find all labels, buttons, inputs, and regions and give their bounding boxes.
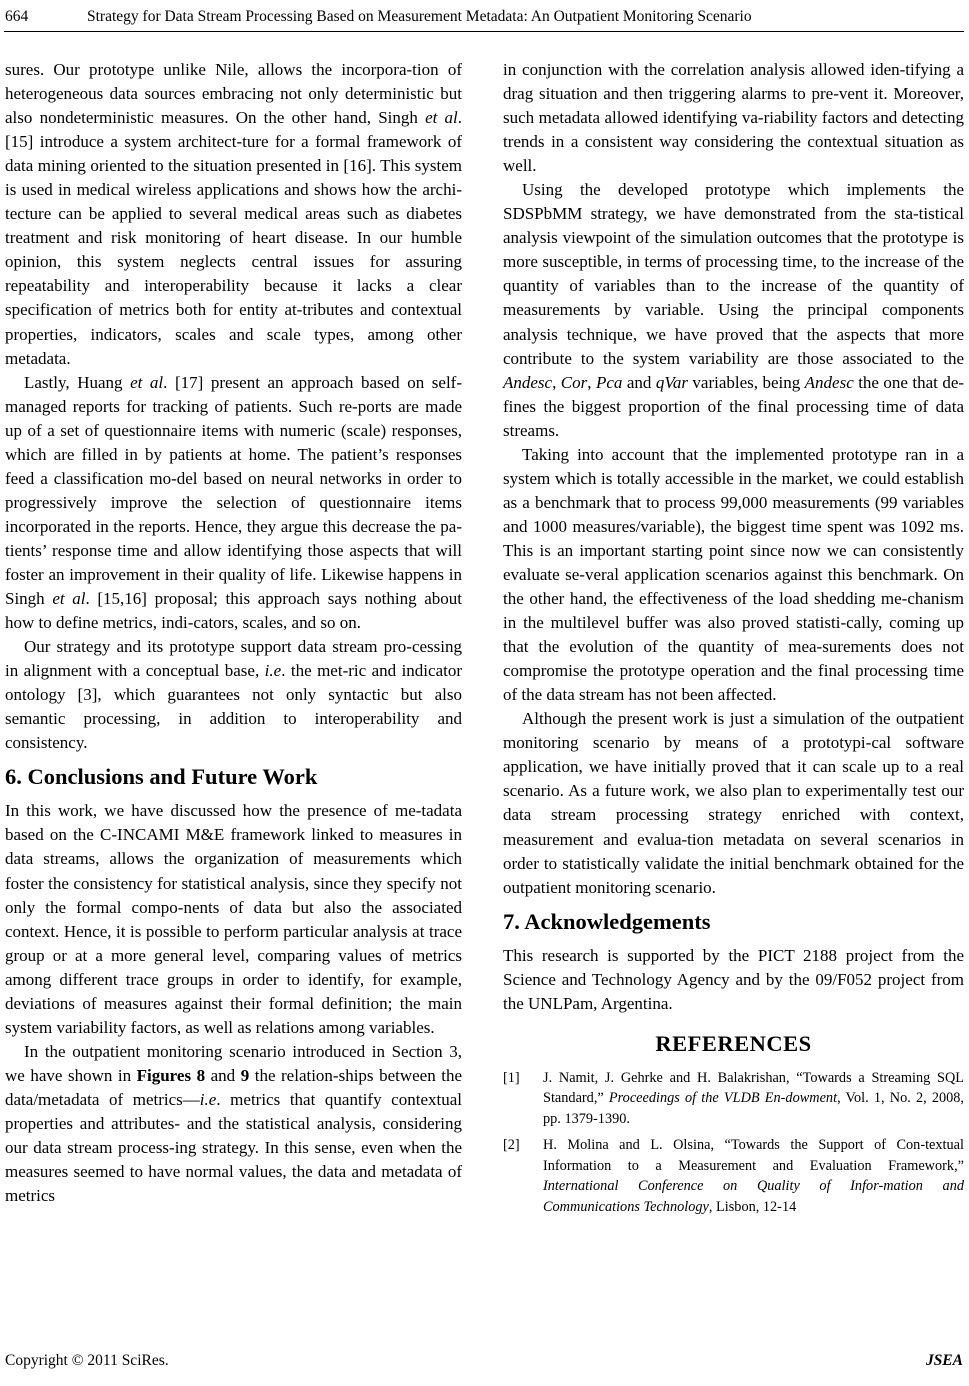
journal-name: JSEA <box>925 1352 963 1369</box>
page-number: 664 <box>5 8 29 25</box>
reference-item: [2] H. Molina and L. Olsina, “Towards the Support of Con-textual Information to a Measurement and Evaluation Framework,” International Conference on Quality of Infor-mation and Communications Technology, Lisbon, 12-14 <box>503 1137 964 1215</box>
paragraph: in conjunction with the correlation analysis allowed iden-tifying a drag situation and then triggering alarms to pre-vent it. Moreover, such metadata allowed identifying va-riability factors and detecting trends in a consistent way considering the contextual situation as well. <box>503 60 964 176</box>
paragraph: Using the developed prototype which implements the SDSPbMM strategy, we have demonstrated from the sta-tistical analysis viewpoint of the simulation outcomes that the prototype is more susceptible, in terms of processing time, to the increase of the quantity of variables than to the increase of the quantity of measurements by variable. Using the principal components analysis technique, we have proved that the aspects that more contribute to the system variability are those associated to the Andesc, Cor, Pca and qVar variables, being Andesc the one that de-fines the biggest proportion of the final processing time of data streams. <box>503 180 965 440</box>
paragraph: Lastly, Huang et al. [17] present an approach based on self-managed reports for tracking of patients. Such re-ports are made up of a set of questionnaire items with numeric (scale) responses, which are filled in by patients at home. The patient’s responses feed a classification mo-del based on neural networks in order to progressively improve the selection of questionnaire items incorporated in the reports. Hence, they argue this decrease the pa-tients’ response time and allow identifying those aspects that will foster an improvement in their quality of life. Likewise happens in Singh et al. [15,16] proposal; this approach says nothing about how to define metrics, indi-cators, scales, and so on. <box>5 372 463 633</box>
running-title: Strategy for Data Stream Processing Based on Measurement Metadata: An Outpatient Monitoring Scenario <box>87 8 752 25</box>
section-heading-acknowledgements: 7. Acknowledgements <box>503 908 711 934</box>
paragraph: In this work, we have discussed how the presence of me-tadata based on the C-INCAMI M&E framework linked to measures in data streams, allows the organization of measurements which foster the consistency for statistical analysis, since they specify not only the formal compo-nents of data but also the associated context. Hence, it is possible to perform particular analysis at trace group or at a more general level, comparing values of metrics among different trace groups in order to identify, for example, deviations of measures against their formal definition; the main system variability factors, as well as relations among variables. <box>5 801 462 1037</box>
right-column <box>503 58 964 1223</box>
paragraph: sures. Our prototype unlike Nile, allows the incorpora-tion of heterogeneous data sources embracing not only deterministic but also nondeterministic measures. On the other hand, Singh et al. [15] introduce a system architect-ture for a formal framework of data mining oriented to the situation presented in [16]. This system is used in medical wireless applications and shows how the archi-tecture can be applied to several medical areas such as diabetes treatment and risk monitoring of heart disease. In our humble opinion, this system neglects central issues for assuring repeatability and interoperability because it lacks a clear specification of metrics both for entity at-tributes and contextual properties, indicators, scales and scale types, among other metadata. <box>5 60 462 368</box>
left-column <box>5 58 462 1208</box>
copyright-notice: Copyright © 2011 SciRes. <box>5 1352 169 1369</box>
paragraph: Our strategy and its prototype support data stream pro-cessing in alignment with a conceptual base, i.e. the met-ric and indicator ontology [3], which guarantees not only syntactic but also semantic processing, in addition to interoperability and consistency. <box>5 637 463 753</box>
header-rule <box>4 31 964 32</box>
paragraph: This research is supported by the PICT 2188 project from the Science and Technology Agency and by the 09/F052 project from the UNLPam, Argentina. <box>503 945 964 1013</box>
reference-item: [1] J. Namit, J. Gehrke and H. Balakrishan, “Towards a Streaming SQL Standard,” Proceedings of the VLDB En-dowment, Vol. 1, No. 2, 2008, pp. 1379-1390. <box>503 1069 964 1127</box>
paragraph: Taking into account that the implemented prototype ran in a system which is totally accessible in the market, we could establish as a benchmark that to process 99,000 measurements (99 variables and 1000 measures/variable), the biggest time spent was 1092 ms. This is an important starting point since now we can consistently evaluate se-veral application scenarios against this benchmark. On the other hand, the effectiveness of the load shedding me-chanism in the multilevel buffer was also proved statisti-cally, coming up that the evolution of the quantity of mea-surements does not compromise the prototype operation and the final processing time of the data stream has not been affected. <box>503 444 964 705</box>
paragraph: Although the present work is just a simulation of the outpatient monitoring scenario by means of a prototypi-cal software application, we have initially proved that it can scale up to a real scenario. As a future work, we also plan to experimentally test our data stream processing strategy enriched with context, measurement and evalua-tion metadata on several scenarios in order to statistically validate the initial benchmark obtained for the outpatient monitoring scenario. <box>503 709 964 897</box>
reference-number: [2] <box>503 1137 520 1154</box>
references-heading: REFERENCES <box>655 1030 812 1056</box>
reference-number: [1] <box>503 1069 520 1086</box>
paragraph: In the outpatient monitoring scenario introduced in Section 3, we have shown in Figures 8 and 9 the relation-ships between the data/metadata of metrics—i.e. metrics that quantify contextual properties and attributes- and the statistical analysis, considering our data stream process-ing strategy. In this sense, even when the measures seemed to have normal values, the data and metadata of metrics <box>5 1041 462 1206</box>
section-heading-conclusions: 6. Conclusions and Future Work <box>5 764 318 790</box>
